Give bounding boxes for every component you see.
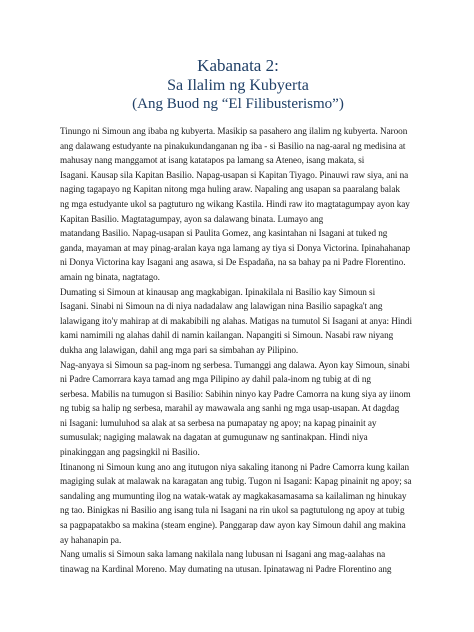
text-line: ng tao. Binigkas ni Basilio ang isang tula ni Isagani na rin ukol sa pagtutulong ng apoy at tubig <box>60 505 405 516</box>
text-line: Itinanong ni Simoun kung ano ang itutugon niya sakaling itanong ni Padre Camorra kung kailan <box>60 461 410 472</box>
text-line: magiging sulak at malawak na karagatan ang tubig. Tugon ni Isagani: Kapag pinainit ng apoy; sa <box>60 476 412 487</box>
text-line: amain ng binata, nagtatago. <box>60 271 160 282</box>
text-line: pinakinggan ang pagsingkil ni Basilio. <box>60 447 200 458</box>
chapter-heading: Kabanata 2: <box>197 56 279 75</box>
chapter-title: Sa Ilalim ng Kubyerta <box>167 77 309 94</box>
text-line: ni Isagani: lumuluhod sa alak at sa serbesa na pumapatay ng apoy; na kapag pinainit ay <box>60 417 377 428</box>
text-line: Dumating si Simoun at kinausap ang magkabigan. Ipinakilala ni Basilio kay Simoun si <box>60 286 376 297</box>
text-line: ng mga estudyante ukol sa pagtuturo ng wikang Kastila. Hindi raw ito magtatagumpay ayon kay <box>60 198 410 209</box>
text-line: ganda, mayaman at may pinag-aralan kaya nga lamang ay tiya si Donya Victorina. Ipinahahanap <box>60 242 411 253</box>
text-line: sa pagpapatakbo sa makina (steam engine). Panggarap daw ayon kay Simoun dahil ang makina <box>60 520 406 531</box>
title-block <box>60 56 416 113</box>
text-line: tinawag na Kardinal Moreno. May dumating na utusan. Ipinatawag ni Padre Florentino ang <box>60 563 392 574</box>
text-line: naging tagapayo ng Kapitan nitong mga huling araw. Napaling ang usapan sa paaralang balak <box>60 184 400 195</box>
text-line: mahusay nang manggamot at isang katatapos pa lamang sa Ateneo, isang makata, si <box>60 155 365 166</box>
text-line: sumusulak; nagiging malawak na dagatan at gumugunaw ng santinakpan. Hindi niya <box>60 432 368 443</box>
text-line: ay hahanapin pa. <box>60 534 122 545</box>
text-line: kami namimili ng alahas dahil di namin kailangan. Napangiti si Simoun. Nasabi raw niyang <box>60 330 394 341</box>
text-line: Isagani. Sinabi ni Simoun na di niya nadadalaw ang lalawigan nina Basilio sapagka't ang <box>60 301 383 312</box>
text-line: Nag-anyaya si Simoun sa pag-inom ng serbesa. Tumanggi ang dalawa. Ayon kay Simoun, sinabi <box>60 359 410 370</box>
body-text <box>60 124 416 576</box>
text-line: Isagani. Kausap sila Kapitan Basilio. Napag-usapan si Kapitan Tiyago. Pinauwi raw siya, ani na <box>60 169 409 180</box>
text-line: Tinungo ni Simoun ang ibaba ng kubyerta. Masikip sa pasahero ang ilalim ng kubyerta. Naroon <box>60 126 408 136</box>
text-line: serbesa. Mabilis na tumugon si Basilio: Sabihin ninyo kay Padre Camorra na kung siya ay iinom <box>60 388 411 399</box>
text-line: dukha ang lalawigan, dahil ang mga pari sa simbahan ay Pilipino. <box>60 344 299 355</box>
text-line: ni Padre Camorrara kaya tamad ang mga Pilipino ay dahil pala-inom ng tubig at di ng <box>60 374 371 385</box>
text-line: ng tubig sa halip ng serbesa, marahil ay mawawala ang sanhi ng mga usap-usapan. At dagdag <box>60 403 400 414</box>
text-line: Kapitan Basilio. Magtatagumpay, ayon sa dalawang binata. Lumayo ang <box>60 213 324 224</box>
text-line: ang dalawang estudyante na pinakukundanganan ng iba - si Basilio na nag-aaral ng medisina at <box>60 140 406 151</box>
text-line: Nang umalis si Simoun saka lamang nakilala nang lubusan ni Isagani ang mag-aalahas na <box>60 549 386 560</box>
text-line: ni Donya Victorina kay Isagani ang asawa, si De Espadaña, na sa bahay pa ni Padre Florentino. <box>60 257 406 268</box>
text-line: matandang Basilio. Napag-usapan si Paulita Gomez, ang kasintahan ni Isagani at tuked ng <box>60 228 388 239</box>
text-line: sandaling ang mumunting ilog na watak-watak ay magkakasamasama sa kailaliman ng hinukay <box>60 490 407 501</box>
text-line: lalawigang ito'y mahirap at di makabibili ng alahas. Matigas na tumutol Si Isagani at anya: Hindi <box>60 315 412 326</box>
source-subtitle: (Ang Buod ng “El Filibusterismo”) <box>132 96 344 112</box>
